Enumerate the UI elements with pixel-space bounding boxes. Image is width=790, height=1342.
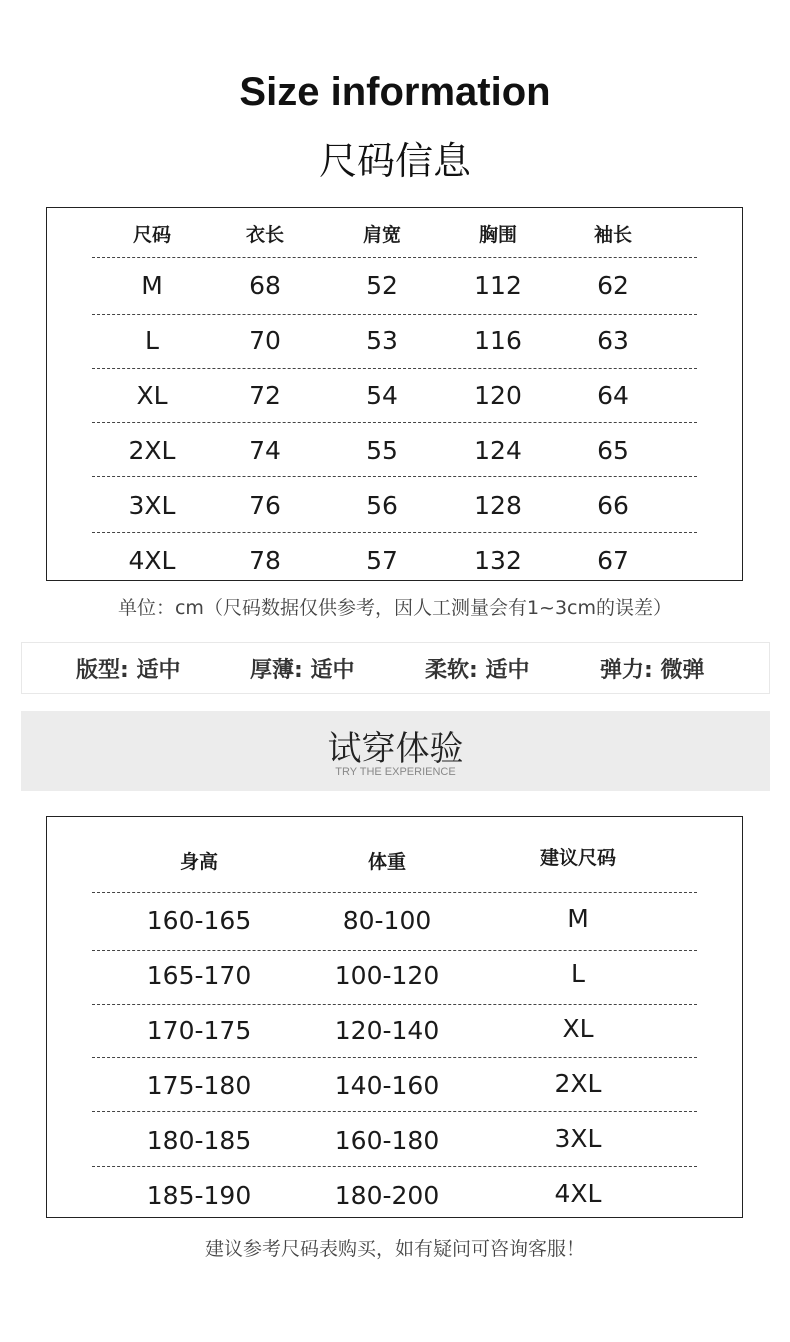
sleeve-cell: 62	[597, 271, 629, 300]
size-table	[46, 207, 743, 581]
height-cell: 185-190	[146, 1181, 252, 1210]
try-banner	[21, 711, 770, 791]
recommended-size-cell: M	[567, 904, 589, 933]
footer-note: 建议参考尺码表购买，如有疑问可咨询客服！	[204, 1238, 585, 1260]
length-cell: 68	[249, 271, 281, 300]
height-cell: 170-175	[146, 1016, 252, 1045]
length-cell: 74	[249, 436, 281, 465]
header-cell: 胸围	[478, 224, 517, 246]
sleeve-cell: 65	[597, 436, 629, 465]
shoulder-cell: 52	[366, 271, 398, 300]
height-cell: 165-170	[146, 961, 252, 990]
banner-subtitle: TRY THE EXPERIENCE	[335, 766, 456, 778]
length-cell: 78	[249, 546, 281, 575]
header-cell: 袖长	[593, 224, 632, 246]
divider	[92, 368, 697, 369]
header-cell: 体重	[367, 851, 406, 873]
divider	[92, 314, 697, 315]
length-cell: 76	[249, 491, 281, 520]
divider	[92, 257, 697, 258]
elasticity-attribute: 弹力: 微弹	[600, 658, 705, 683]
divider	[92, 892, 697, 893]
thickness-attribute: 厚薄: 适中	[250, 658, 355, 683]
sleeve-cell: 63	[597, 326, 629, 355]
length-cell: 70	[249, 326, 281, 355]
sleeve-cell: 66	[597, 491, 629, 520]
shoulder-cell: 57	[366, 546, 398, 575]
height-cell: 175-180	[146, 1071, 252, 1100]
try-on-table	[46, 816, 743, 1218]
chest-cell: 124	[474, 436, 522, 465]
header-cell: 衣长	[245, 224, 284, 246]
recommended-size-cell: 3XL	[554, 1124, 602, 1153]
weight-cell: 80-100	[342, 906, 432, 935]
length-cell: 72	[249, 381, 281, 410]
chest-cell: 128	[474, 491, 522, 520]
size-cell: XL	[136, 381, 168, 410]
shoulder-cell: 54	[366, 381, 398, 410]
chest-cell: 116	[474, 326, 522, 355]
weight-cell: 120-140	[334, 1016, 440, 1045]
shoulder-cell: 55	[366, 436, 398, 465]
header-cell: 身高	[179, 851, 218, 873]
weight-cell: 160-180	[334, 1126, 440, 1155]
chest-cell: 120	[474, 381, 522, 410]
height-cell: 180-185	[146, 1126, 252, 1155]
size-cell: L	[145, 326, 159, 355]
page-title-en: Size information	[239, 70, 551, 114]
recommended-size-cell: XL	[562, 1014, 594, 1043]
divider	[92, 532, 697, 533]
recommended-size-cell: 4XL	[554, 1179, 602, 1208]
header-cell: 肩宽	[362, 224, 401, 246]
header-cell: 建议尺码	[539, 847, 616, 869]
unit-note: 单位：cm（尺码数据仅供参考，因人工测量会有1~3cm的误差）	[117, 597, 672, 619]
fit-attribute: 版型: 适中	[76, 658, 181, 683]
size-cell: M	[141, 271, 163, 300]
size-cell: 2XL	[128, 436, 176, 465]
header-cell: 尺码	[132, 224, 171, 246]
shoulder-cell: 56	[366, 491, 398, 520]
divider	[92, 422, 697, 423]
chest-cell: 132	[474, 546, 522, 575]
divider	[92, 1166, 697, 1167]
divider	[92, 1111, 697, 1112]
recommended-size-cell: 2XL	[554, 1069, 602, 1098]
divider	[92, 1004, 697, 1005]
page-title-cn: 尺码信息	[318, 139, 471, 183]
shoulder-cell: 53	[366, 326, 398, 355]
sleeve-cell: 64	[597, 381, 629, 410]
banner-title: 试穿体验	[327, 729, 464, 769]
height-cell: 160-165	[146, 906, 252, 935]
divider	[92, 950, 697, 951]
sleeve-cell: 67	[597, 546, 629, 575]
chest-cell: 112	[474, 271, 522, 300]
weight-cell: 100-120	[334, 961, 440, 990]
divider	[92, 1057, 697, 1058]
weight-cell: 180-200	[334, 1181, 440, 1210]
weight-cell: 140-160	[334, 1071, 440, 1100]
divider	[92, 476, 697, 477]
recommended-size-cell: L	[571, 959, 585, 988]
softness-attribute: 柔软: 适中	[425, 658, 530, 683]
fabric-attributes	[21, 642, 770, 694]
size-cell: 4XL	[128, 546, 176, 575]
size-cell: 3XL	[128, 491, 176, 520]
